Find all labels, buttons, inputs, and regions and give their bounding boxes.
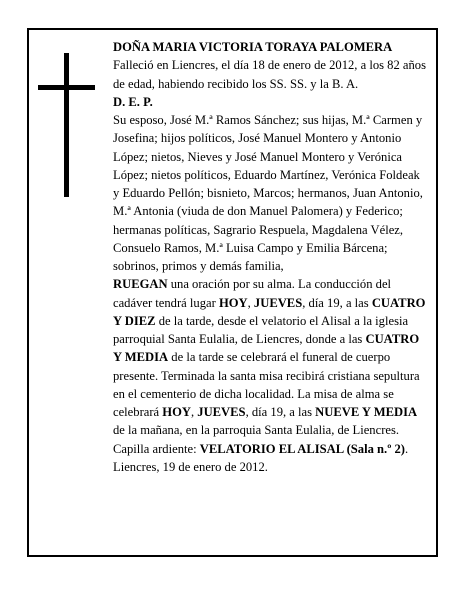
jueves-text-2: JUEVES [197,405,246,419]
ruegan-text: RUEGAN [113,277,168,292]
time-cuatro-y-media: CUATRO Y MEDIA [113,332,420,365]
announcement-text-7: . [405,441,409,456]
announcement-text-2: , día 19, a las [302,295,372,310]
time-nueve-y-media: NUEVE Y MEDIA [315,405,418,419]
announcement-text-3: de la tarde, desde el velatorio el Alisal a la iglesia parroquial Santa Eulalia, de Liencres, donde a las [113,313,409,346]
dep-line: D. E. P. [113,94,153,109]
closing-line: Liencres, 19 de enero de 2012. [113,459,268,474]
death-line: Falleció en Liencres, el día 18 de enero de 2012, a los 82 años [113,58,426,73]
jueves-text-1: JUEVES [253,295,303,310]
obituary-text [113,38,427,476]
time-cuatro-y-diez: CUATRO Y DIEZ [113,295,426,328]
announcement-text-4: de la tarde se celebrará el funeral de cuerpo presente. Terminada la santa misa recibirá cristiana sepultura en el cementerio de dicha localidad. La misa de alma se celebrará [113,350,420,419]
deceased-name: DOÑA MARIA VICTORIA TORAYA PALOMERA [113,40,393,54]
sacraments-line: de edad, habiendo recibido los SS. SS. y la B. A. [113,76,359,91]
hoy-text-1: HOY [218,295,248,310]
velatorio-text: VELATORIO EL ALISAL (Sala n.º 2) [199,441,405,456]
hoy-text-2: HOY [162,405,191,419]
announcement-paragraph [113,275,427,458]
comma-2: , [190,405,198,419]
announcement-text-1: una oración por su alma. La conducción del cadáver tendrá lugar [113,277,392,310]
announcement-text-6: de la mañana, en la parroquia Santa Eulalia, de Liencres. Capilla ardiente: [113,423,400,456]
comma-1: , [247,295,254,310]
family-paragraph: Su esposo, José M.ª Ramos Sánchez; sus hijas, M.ª Carmen y Josefina; hijos políticos, José Manuel Montero y Antonio López; nietos, Nieves y José Manuel Montero y Verónica López; nietos políticos, Eduardo Martínez, Verónica Foldeak y Eduardo Pellón; bisnieto, Marcos; hermanos, Juan Antonio, M.ª Antonia (viuda de don Manuel Palomera) y Federico; hermanas políticas, Sagrario Respuela, Magdalena Vélez, Consuelo Ramos, M.ª Luisa Campo y Emilia Bárcena; sobrinos, primos y demás familia, [113,113,423,273]
announcement-text-5: , día 19, a las [245,405,316,419]
cross-vertical-bar [64,53,69,197]
cross-horizontal-bar [38,85,95,90]
